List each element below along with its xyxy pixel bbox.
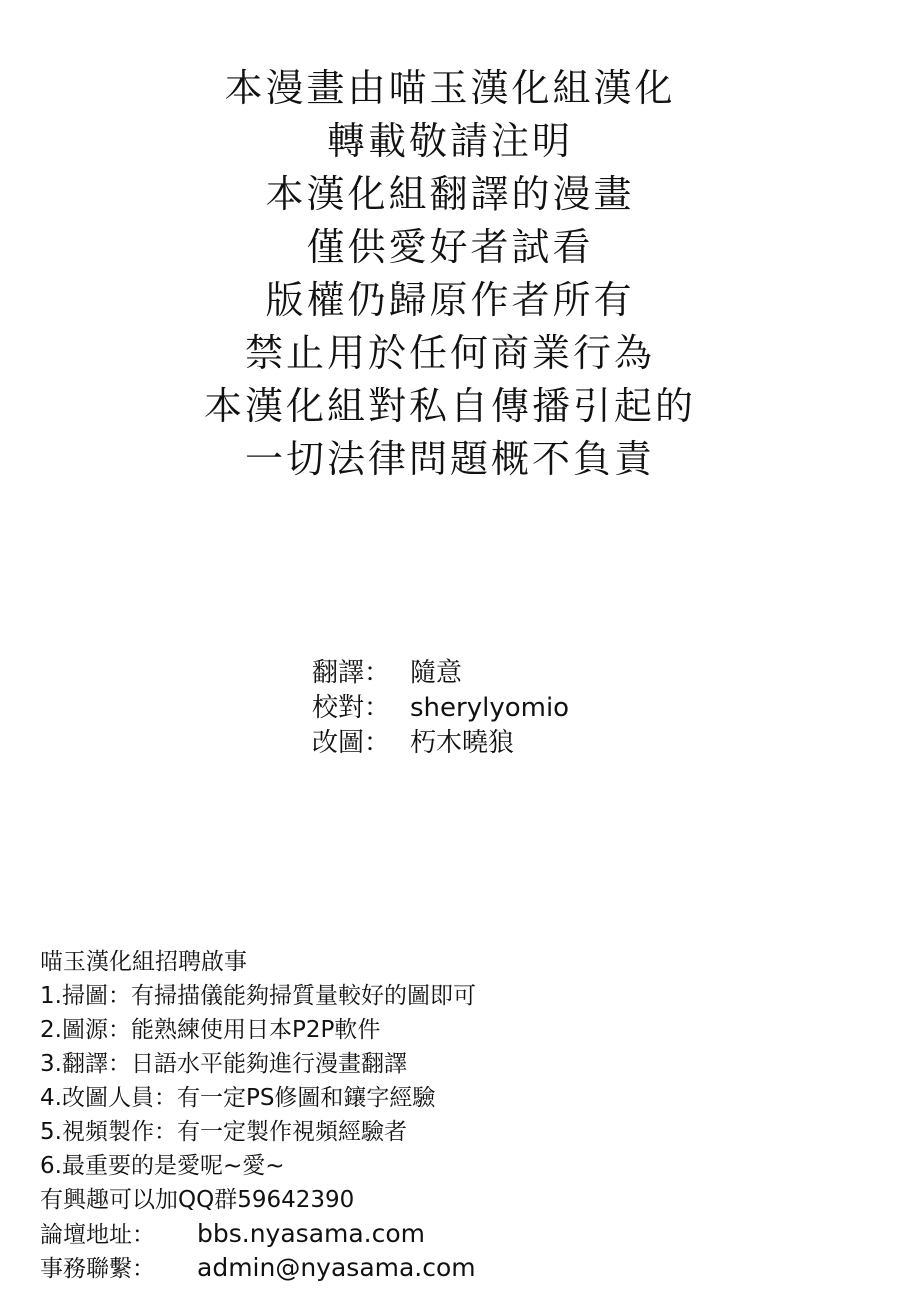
notice-line: 本漢化組對私自傳播引起的 <box>203 384 696 428</box>
notice-line: 本漫畫由喵玉漢化組漢化 <box>224 66 676 110</box>
recruit-title: 喵玉漢化組招聘啟事 <box>40 949 247 975</box>
email-contact-link[interactable]: admin@nyasama.com <box>197 1253 476 1282</box>
copyright-notice <box>0 62 900 486</box>
credit-editing <box>312 726 832 761</box>
credit-label: 校對： <box>312 693 391 723</box>
credit-value: 隨意 <box>410 658 463 688</box>
forum-address-row <box>40 1217 860 1251</box>
recruit-item: 2.圖源：能熟練使用日本P2P軟件 <box>40 1017 381 1043</box>
recruit-item: 5.視頻製作：有一定製作視頻經驗者 <box>40 1119 407 1145</box>
credit-label: 改圖： <box>312 728 391 758</box>
notice-line: 本漢化組翻譯的漫畫 <box>265 172 635 216</box>
recruit-item: 1.掃圖：有掃描儀能夠掃質量較好的圖即可 <box>40 983 476 1009</box>
notice-line: 轉載敬請注明 <box>326 119 573 163</box>
recruitment-notice <box>40 945 860 1285</box>
recruit-item: 3.翻譯：日語水平能夠進行漫畫翻譯 <box>40 1051 407 1077</box>
recruit-item: 4.改圖人員：有一定PS修圖和鑲字經驗 <box>40 1085 436 1111</box>
notice-line: 禁止用於任何商業行為 <box>244 331 655 375</box>
forum-address-link[interactable]: bbs.nyasama.com <box>197 1219 426 1248</box>
credit-proofreading <box>312 691 832 726</box>
forum-address-label: 論壇地址： <box>40 1222 155 1248</box>
notice-line: 版權仍歸原作者所有 <box>265 278 635 322</box>
credit-label: 翻譯： <box>312 658 391 688</box>
staff-credits <box>312 656 832 761</box>
email-contact-label: 事務聯繫： <box>40 1256 155 1282</box>
credit-translation <box>312 656 832 691</box>
credit-value: sherylyomio <box>410 693 570 723</box>
notice-line: 僅供愛好者試看 <box>306 225 594 269</box>
notice-line: 一切法律問題概不負責 <box>244 437 655 481</box>
email-contact-row <box>40 1251 860 1285</box>
credit-value: 朽木曉狼 <box>410 728 515 758</box>
recruit-qq-group: 有興趣可以加QQ群59642390 <box>40 1187 355 1213</box>
recruit-item: 6.最重要的是愛呢~愛~ <box>40 1153 285 1179</box>
